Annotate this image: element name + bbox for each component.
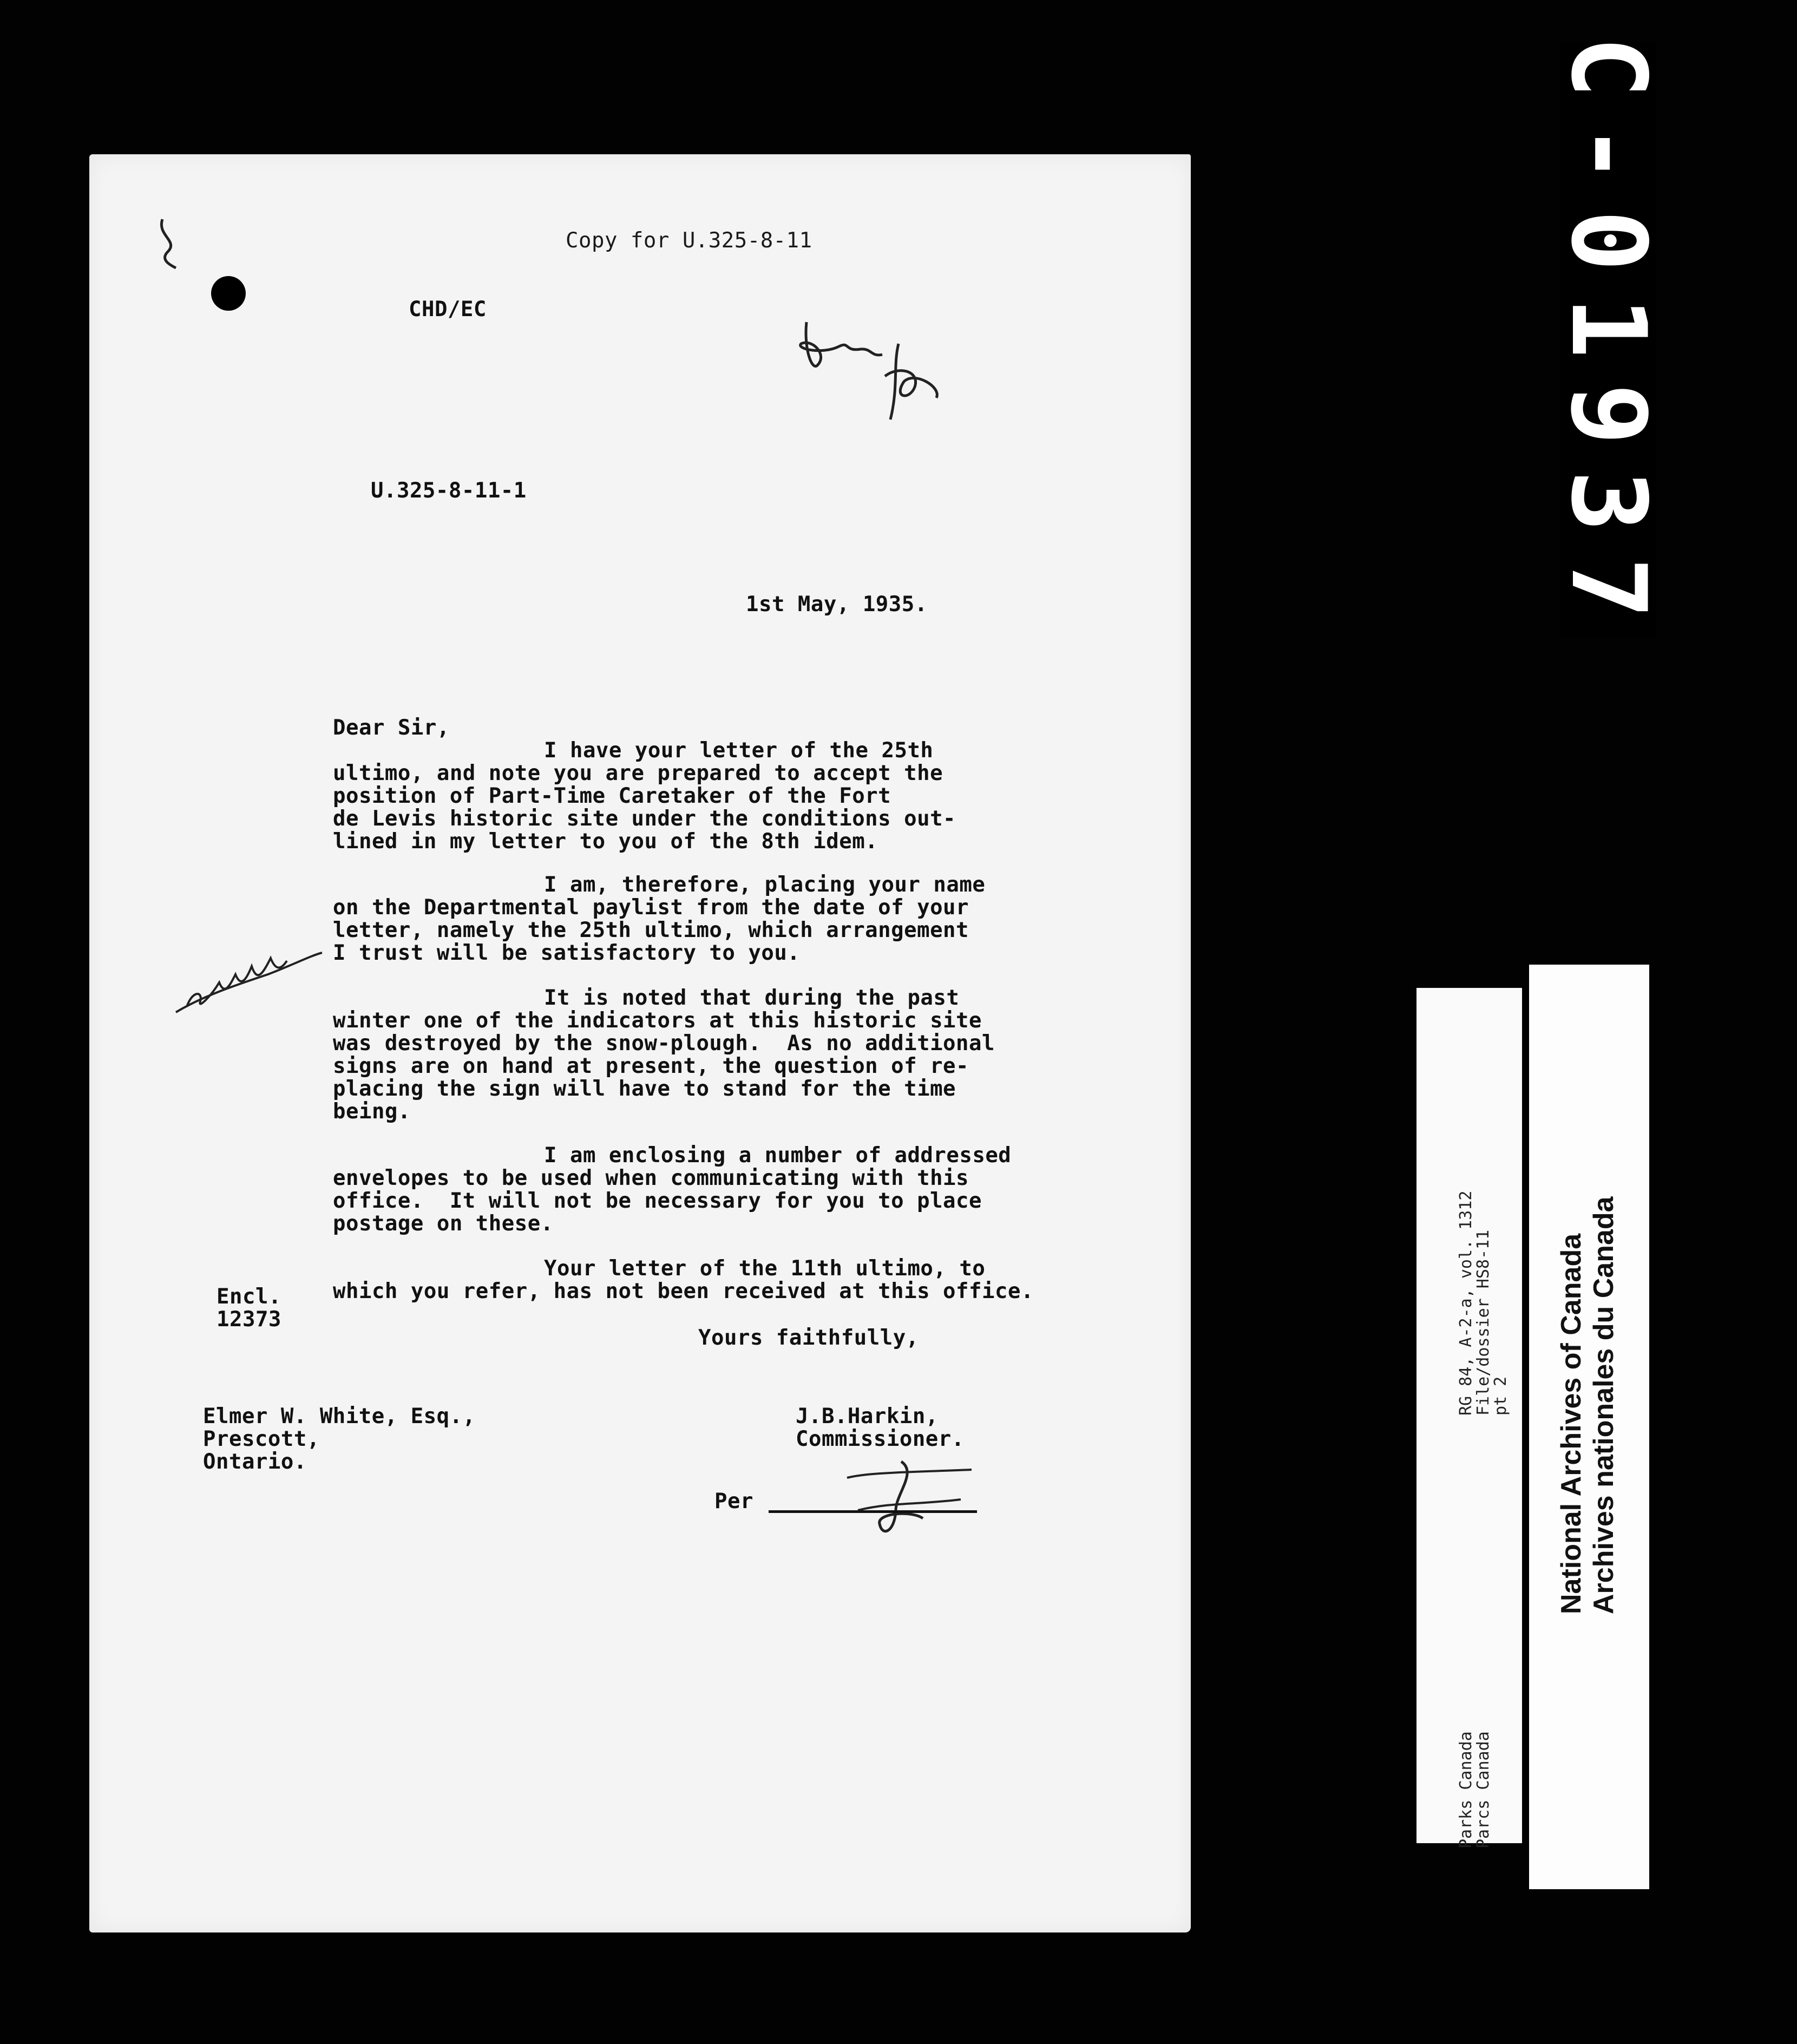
text-line: winter one of the indicators at this historic site xyxy=(333,1008,982,1033)
reference-line: RG 84, A-2-a, vol. 1312 xyxy=(1457,1190,1475,1416)
signatory-name: J.B.Harkin, xyxy=(796,1404,939,1429)
per-label: Per xyxy=(714,1489,753,1514)
text-line: I trust will be satisfactory to you. xyxy=(333,941,801,965)
frame-number-strip xyxy=(1549,36,1668,644)
salutation: Dear Sir, xyxy=(333,716,450,740)
source-line: Parks Canada xyxy=(1457,1731,1475,1849)
text-line: postage on these. xyxy=(333,1211,554,1236)
punch-hole xyxy=(211,276,246,311)
text-line: signs are on hand at present, the question of re- xyxy=(333,1054,969,1078)
text-line: placing the sign will have to stand for the time xyxy=(333,1077,956,1101)
text-line: letter, namely the 25th ultimo, which arrangement xyxy=(333,918,969,942)
text-line: Your letter of the 11th ultimo, to xyxy=(544,1256,986,1281)
text-line: I am, therefore, placing your name xyxy=(544,873,986,897)
reference-initials: CHD/EC xyxy=(409,297,487,322)
signature-line xyxy=(769,1510,977,1513)
copy-for-line: Copy for U.325-8-11 xyxy=(566,228,812,253)
addressee-line: Elmer W. White, Esq., xyxy=(203,1404,476,1429)
addressee-line: Ontario. xyxy=(203,1450,307,1474)
enclosure-number: 12373 xyxy=(217,1307,281,1332)
handwritten-initials xyxy=(790,306,958,436)
text-line: It is noted that during the past xyxy=(544,986,960,1010)
text-line: position of Part-Time Caretaker of the Fort xyxy=(333,784,891,808)
text-line: on the Departmental paylist from the date of your xyxy=(333,895,969,920)
closing: Yours faithfully, xyxy=(698,1326,919,1350)
reference-line: File/dossier HS8-11 xyxy=(1474,1229,1493,1416)
reference-line: pt 2 xyxy=(1491,1376,1510,1416)
text-line: was destroyed by the snow-plough. As no additional xyxy=(333,1031,995,1056)
text-line: de Levis historic site under the conditions out- xyxy=(333,807,956,831)
addressee-line: Prescott, xyxy=(203,1427,320,1451)
text-line: lined in my letter to you of the 8th idem. xyxy=(333,829,878,854)
signature-mark xyxy=(836,1456,977,1548)
letter-date: 1st May, 1935. xyxy=(746,592,928,617)
file-number: U.325-8-11-1 xyxy=(371,479,527,503)
frame-number: C-01937 xyxy=(1549,36,1668,644)
text-line: office. It will not be necessary for you to place xyxy=(333,1189,982,1213)
source-line: Parcs Canada xyxy=(1474,1731,1493,1849)
text-line: ultimo, and note you are prepared to accept the xyxy=(333,761,943,785)
text-line: which you refer, has not been received at this office. xyxy=(333,1279,1034,1303)
archive-institution-label xyxy=(1529,965,1649,1889)
text-line: I am enclosing a number of addressed xyxy=(544,1143,1012,1168)
text-line: envelopes to be used when communicating with this xyxy=(333,1166,969,1190)
institution-name-en: National Archives of Canada xyxy=(1556,1233,1587,1614)
margin-handwritten-initials xyxy=(170,931,327,1023)
margin-handwritten-mark xyxy=(152,214,189,273)
archive-reference-label xyxy=(1416,988,1522,1849)
enclosure-label: Encl. xyxy=(217,1285,281,1309)
text-line: I have your letter of the 25th xyxy=(544,738,934,763)
institution-name-fr: Archives nationales du Canada xyxy=(1588,1196,1619,1614)
text-line: being. xyxy=(333,1099,411,1124)
signatory-title: Commissioner. xyxy=(796,1427,965,1451)
